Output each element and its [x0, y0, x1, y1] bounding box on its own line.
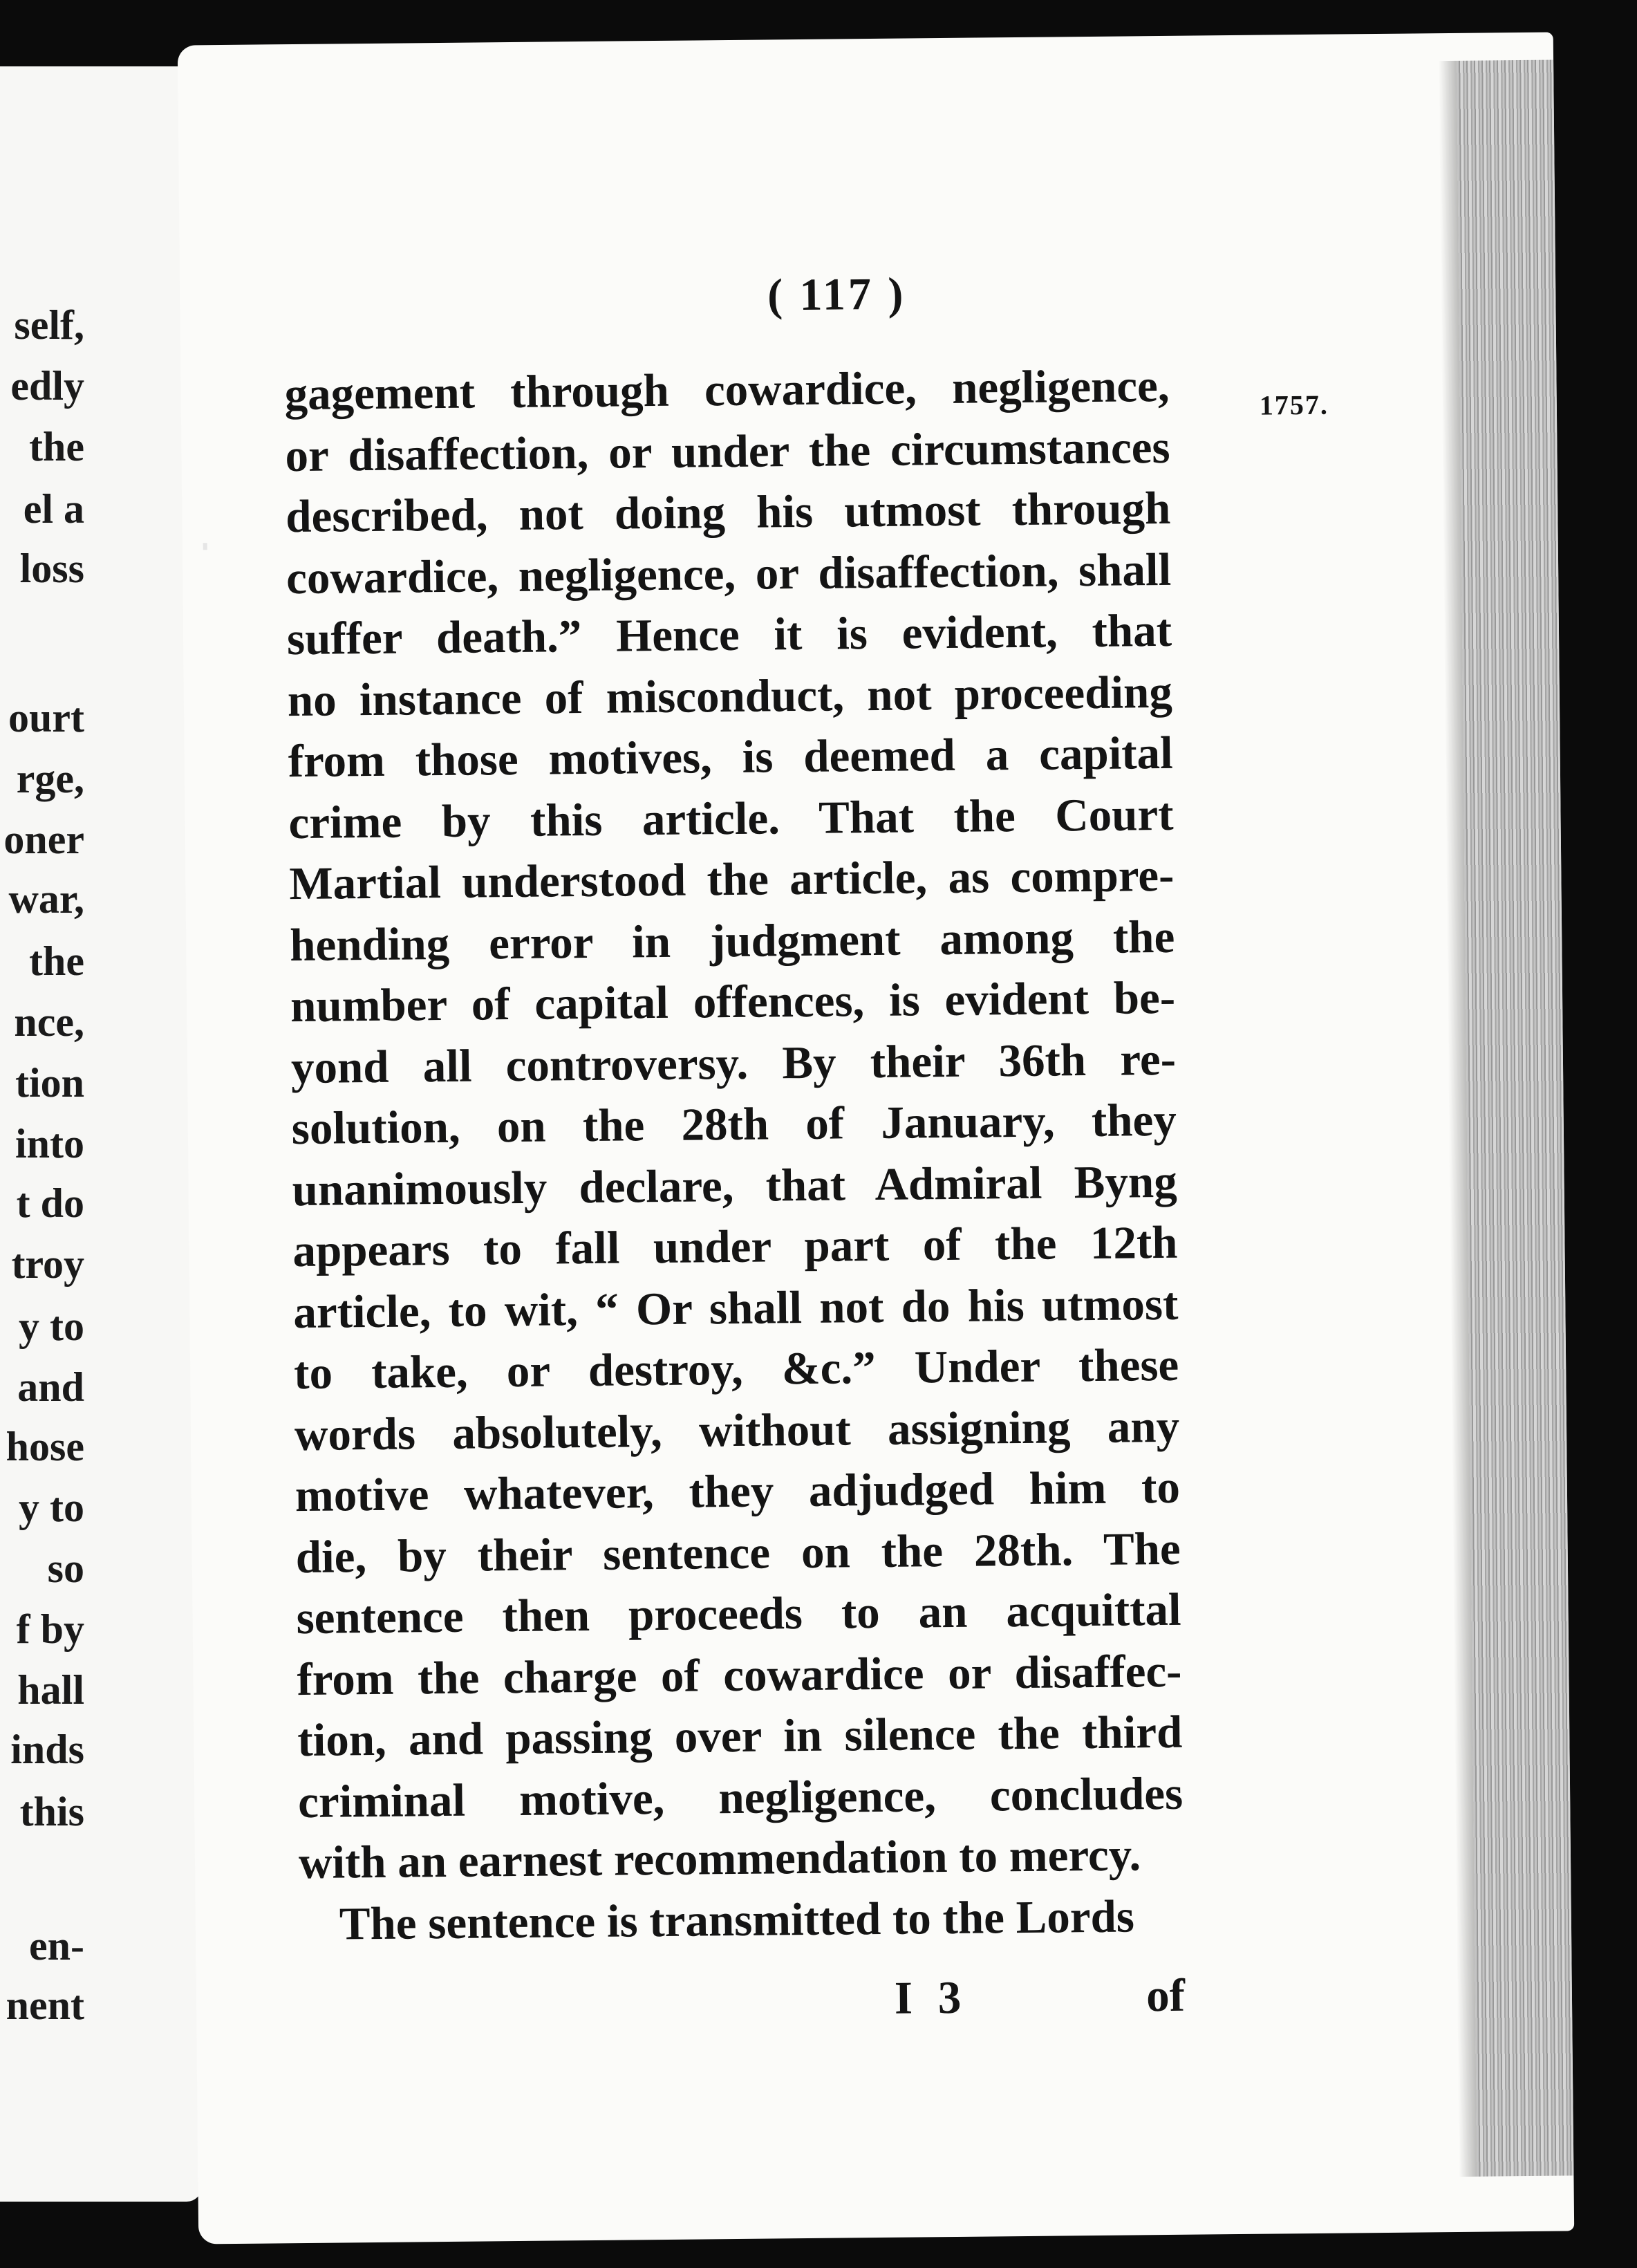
- previous-page-line: loss: [19, 546, 84, 591]
- page-edges: [1457, 60, 1573, 2177]
- text-line: unanimously declare, that Admiral Byng: [292, 1155, 1177, 1216]
- previous-page-line: oner: [3, 817, 84, 862]
- text-line: number of capital offences, is evident be-: [290, 972, 1176, 1032]
- previous-page-line: nce,: [14, 999, 84, 1045]
- previous-page-line: and: [17, 1364, 84, 1410]
- previous-page-line: edly: [10, 363, 84, 409]
- text-line: words absolutely, without assigning any: [294, 1400, 1180, 1460]
- previous-page-line: inds: [10, 1727, 84, 1772]
- text-line: from the charge of cowardice or disaffec-: [297, 1645, 1182, 1705]
- previous-page-line: hall: [17, 1667, 84, 1713]
- text-line: The sentence is transmitted to the Lords: [339, 1890, 1135, 1950]
- text-line: article, to wit, “ Or shall not do his utmost: [293, 1278, 1179, 1338]
- text-line: solution, on the 28th of January, they: [291, 1094, 1177, 1155]
- previous-page-line: the: [29, 938, 84, 984]
- text-line: gagement through cowardice, negligence,: [284, 360, 1170, 420]
- previous-page-line: the: [29, 424, 84, 470]
- print-speck: [203, 543, 207, 550]
- previous-page-line: tion: [15, 1060, 84, 1106]
- previous-page-line: nent: [6, 1982, 84, 2028]
- previous-page-line: self,: [14, 302, 84, 348]
- text-line: cowardice, negligence, or disaffection, shall: [286, 543, 1172, 604]
- previous-page-line: y to: [19, 1485, 84, 1530]
- previous-page-line: so: [47, 1545, 84, 1591]
- catchword: of: [1145, 1969, 1186, 2022]
- previous-page-line: hose: [6, 1424, 84, 1469]
- previous-page-line: war,: [8, 876, 84, 922]
- text-line: to take, or destroy, &c.” Under these: [293, 1339, 1179, 1400]
- text-line: or disaffection, or under the circumstances: [285, 421, 1170, 481]
- page-footer: [300, 1969, 1186, 2033]
- text-line: suffer death.” Hence it is evident, that: [286, 604, 1172, 665]
- previous-page-line: t do: [16, 1180, 84, 1226]
- current-page: [178, 32, 1574, 2244]
- text-line: tion, and passing over in silence the third: [297, 1706, 1183, 1767]
- body-text: [284, 355, 1184, 1955]
- text-line: no instance of misconduct, not proceeding: [287, 666, 1173, 726]
- previous-page-line: ourt: [8, 695, 84, 741]
- text-line: hending error in judgment among the: [289, 911, 1175, 971]
- previous-page-line: f by: [16, 1606, 84, 1652]
- previous-page-line: y to: [19, 1303, 84, 1349]
- text-line: from those motives, is deemed a capital: [288, 727, 1174, 788]
- text-line: appears to fall under part of the 12th: [292, 1216, 1178, 1277]
- text-line: described, not doing his utmost through: [285, 482, 1171, 543]
- margin-date-note: 1757.: [1259, 389, 1329, 421]
- text-line: yond all controversy. By their 36th re-: [290, 1033, 1177, 1093]
- text-line: Martial understood the article, as compre-: [289, 849, 1175, 910]
- previous-page-line: this: [19, 1789, 84, 1834]
- previous-page-line: into: [15, 1121, 84, 1166]
- previous-page-line: en-: [29, 1923, 84, 1969]
- previous-page-line: rge,: [16, 756, 84, 801]
- page-number-header: ( 117 ): [767, 268, 906, 321]
- text-line: crime by this article. That the Court: [288, 788, 1174, 848]
- text-line: die, by their sentence on the 28th. The: [295, 1523, 1181, 1583]
- text-line: motive whatever, they adjudged him to: [294, 1461, 1181, 1522]
- text-line: criminal motive, negligence, concludes: [297, 1767, 1184, 1828]
- previous-page: [0, 66, 202, 2202]
- text-line: with an earnest recommendation to mercy.: [298, 1829, 1141, 1889]
- previous-page-line: el a: [23, 486, 84, 532]
- previous-page-line: troy: [11, 1241, 84, 1287]
- text-line: sentence then proceeds to an acquittal: [296, 1583, 1181, 1644]
- signature-mark: I 3: [894, 1971, 969, 2024]
